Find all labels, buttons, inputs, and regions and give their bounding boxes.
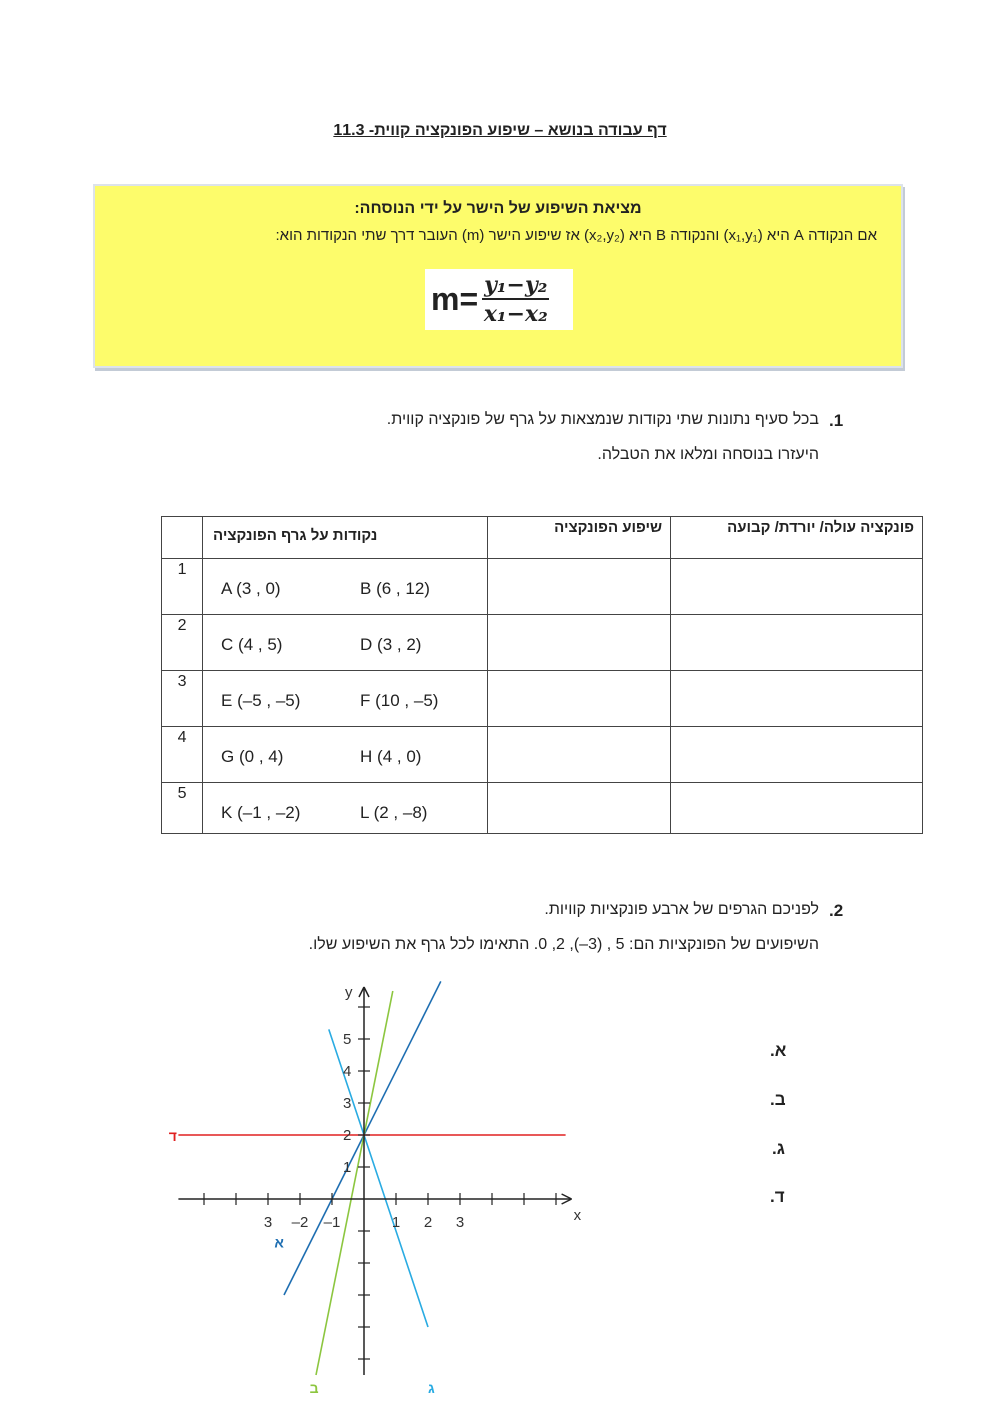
x-tick-label: 1 xyxy=(391,1214,401,1231)
series-label-2: ב xyxy=(309,1380,319,1397)
point-b: B (6 , 12) xyxy=(360,579,430,598)
row-number: 3 xyxy=(162,671,203,727)
row-number: 1 xyxy=(162,559,203,615)
point-h: H (4 , 0) xyxy=(360,747,422,766)
point-f: F (10 , –5) xyxy=(360,691,439,710)
point-c: C (4 , 5) xyxy=(221,635,283,654)
x-tick-label: –1 xyxy=(323,1214,341,1231)
question-1-line-2: היעזרו בנוסחה ומלאו את הטבלה. xyxy=(597,446,819,463)
question-2-number: .2 xyxy=(829,901,844,920)
question-1-number: .1 xyxy=(829,411,844,430)
y-tick-label: 2 xyxy=(343,1127,352,1144)
row-number: 2 xyxy=(162,615,203,671)
y-tick-label: 3 xyxy=(343,1095,352,1112)
formula-numerator: y₁−y₂ xyxy=(484,271,548,298)
point-d: D (3 , 2) xyxy=(360,635,422,654)
point-e: E (–5 , –5) xyxy=(221,691,301,710)
formula-description: אם הנקודה A היא (x₁,y₁) והנקודה B היא (x₂,y₂) אז שיפוע הישר (m) העובר דרך שתי הנקודות הוא: xyxy=(275,227,877,244)
point-l: L (2 , –8) xyxy=(360,803,428,822)
row-number: 4 xyxy=(162,727,203,783)
table-header-slope-label: שיפוע הפונקציה xyxy=(554,519,663,536)
series-line-2 xyxy=(316,991,393,1375)
formula-heading: מציאת השיפוע של הישר על ידי הנוסחה: xyxy=(354,200,642,217)
table-header-points-label: נקודות על גרף הפונקציה xyxy=(213,527,378,544)
x-tick-label: 3 xyxy=(263,1214,273,1231)
table-header-type-label: פונקציה עולה/ יורדת/ קבועה xyxy=(727,519,914,536)
x-tick-label: 2 xyxy=(423,1214,433,1231)
option-d: ד. xyxy=(770,1187,785,1206)
question-1-line-1: בכל סעיף נתונות שתי נקודות שנמצאות על גרף של פונקציה קווית. xyxy=(386,411,819,428)
page-title: דף עבודה בנושא – שיפוע הפונקציה קווית- 11.3 xyxy=(333,122,667,139)
series-label-4: ד xyxy=(168,1128,177,1144)
point-g: G (0 , 4) xyxy=(221,747,284,766)
formula-m-label: m= xyxy=(431,281,479,317)
row-number: 5 xyxy=(162,783,203,834)
point-a: A (3 , 0) xyxy=(221,579,281,598)
point-k: K (–1 , –2) xyxy=(221,803,301,822)
x-tick-label: –2 xyxy=(291,1214,309,1231)
x-axis-label: x xyxy=(573,1207,582,1224)
series-label-3: ג xyxy=(428,1380,435,1397)
y-tick-label: 4 xyxy=(343,1063,352,1080)
series-line-1 xyxy=(284,981,441,1295)
series-label-1: א xyxy=(274,1234,284,1251)
x-tick-label: 3 xyxy=(455,1214,465,1231)
question-2-line-2: השיפועים של הפונקציות הם: 5 , (3–), 2, 0. התאימו לכל גרף את השיפוע שלו. xyxy=(308,936,819,953)
y-tick-label: 5 xyxy=(343,1031,352,1048)
y-axis-label: y xyxy=(345,984,353,1001)
y-tick-label: 1 xyxy=(343,1159,352,1176)
option-a: א. xyxy=(770,1041,787,1060)
option-c: ג. xyxy=(772,1139,785,1158)
formula-denominator: x₁−x₂ xyxy=(483,300,548,327)
question-2-line-1: לפניכם הגרפים של ארבע פונקציות קוויות. xyxy=(544,901,819,918)
option-b: ב. xyxy=(770,1090,786,1109)
